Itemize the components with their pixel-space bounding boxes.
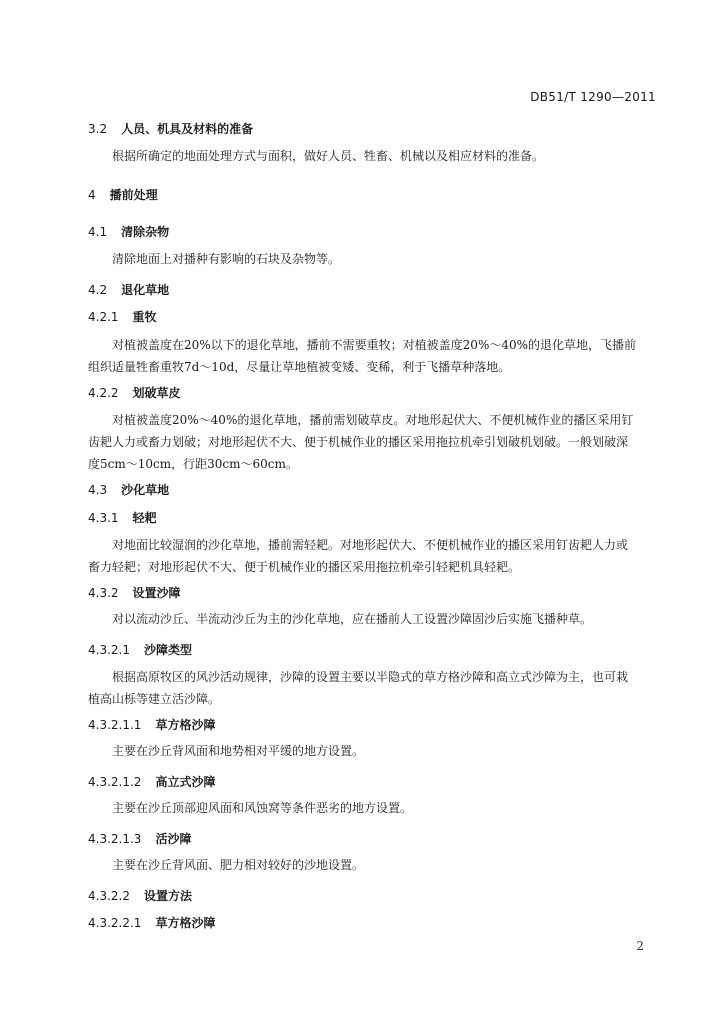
heading-title: 划破草皮 [132,386,181,400]
paragraph-4-3-2-1-3 [88,854,656,876]
heading-4-2-2 [88,384,181,401]
heading-title: 轻耙 [132,511,157,525]
paragraph-line: 根据所确定的地面处理方式与面积，做好人员、牲畜、机械以及相应材料的准备。 [112,149,545,163]
heading-number: 4.3.2.1.3 [88,832,142,846]
paragraph-line: 对以流动沙丘、半流动沙丘为主的沙化草地，应在播前人工设置沙障固沙后实施飞播种草。 [112,612,593,626]
heading-number: 4.3.2.1 [88,643,130,657]
paragraph-line: 齿耙人力或畜力划破；对地形起伏不大、便于机械作业的播区采用拖拉机牵引划破机划破。一般划破深 [88,435,629,449]
heading-4-2-1 [88,308,157,325]
heading-4-2 [88,281,169,298]
heading-number: 4 [88,188,96,202]
heading-number: 4.3.2.1.2 [88,775,142,789]
paragraph-4-1 [88,248,656,270]
paragraph-4-2-2 [88,409,656,475]
heading-title: 清除杂物 [121,225,170,239]
heading-4-1 [88,223,169,240]
paragraph-4-3-2 [88,608,656,630]
heading-title: 草方格沙障 [155,718,216,732]
heading-4-3-2-2 [88,887,192,904]
heading-title: 设置方法 [143,889,192,903]
heading-4-3-2-1 [88,641,192,658]
heading-number: 4.1 [88,225,108,239]
heading-3-2 [88,120,253,137]
heading-title: 人员、机具及材料的准备 [121,122,254,136]
heading-number: 4.3.2.2 [88,889,130,903]
paragraph-4-2-1 [88,334,656,378]
heading-title: 活沙障 [155,832,192,846]
document-code: DB51/T 1290—2011 [530,90,656,104]
heading-4-3-2-2-1 [88,914,215,931]
heading-number: 4.3 [88,483,108,497]
heading-number: 4.3.2.2.1 [88,916,142,930]
heading-number: 4.2.2 [88,386,119,400]
heading-number: 3.2 [88,122,108,136]
heading-title: 播前处理 [109,188,158,202]
heading-number: 4.3.1 [88,511,119,525]
heading-number: 4.3.2.1.1 [88,718,142,732]
heading-4-3-1 [88,509,157,526]
paragraph-4-3-2-1-2 [88,797,656,819]
paragraph-line: 度5cm～10cm，行距30cm～60cm。 [88,457,298,471]
page-number: 2 [636,939,644,953]
heading-4-3-2-1-2 [88,773,215,790]
paragraph-4-3-2-1 [88,666,656,710]
heading-title: 沙化草地 [121,483,170,497]
paragraph-line: 对植被盖度20%～40%的退化草地，播前需划破草皮。对地形起伏大、不便机械作业的播区采用钉 [112,413,634,427]
heading-number: 4.2 [88,283,108,297]
paragraph-line: 清除地面上对播种有影响的石块及杂物等。 [112,252,341,266]
heading-title: 退化草地 [121,283,170,297]
heading-4-3-2-1-3 [88,830,191,847]
heading-title: 高立式沙障 [155,775,216,789]
paragraph-line: 主要在沙丘顶部迎风面和风蚀窝等条件恶劣的地方设置。 [112,801,413,815]
heading-4-3-2-1-1 [88,716,215,733]
paragraph-line: 组织适量牲畜重牧7d～10d，尽量让草地植被变矮、变稀，利于飞播草种落地。 [88,360,511,374]
paragraph-line: 对植被盖度在20%以下的退化草地，播前不需要重牧；对植被盖度20%～40%的退化草地，飞播前 [112,338,637,352]
paragraph-line: 主要在沙丘背风面、肥力相对较好的沙地设置。 [112,858,365,872]
heading-title: 设置沙障 [132,586,181,600]
heading-title: 沙障类型 [143,643,192,657]
paragraph-line: 植高山栎等建立活沙障。 [88,692,221,706]
heading-number: 4.3.2 [88,586,119,600]
paragraph-line: 根据高原牧区的风沙活动规律，沙障的设置主要以半隐式的草方格沙障和高立式沙障为主，也可栽 [112,670,629,684]
paragraph-line: 畜力轻耙；对地形起伏不大、便于机械作业的播区采用拖拉机牵引轻耙机具轻耙。 [88,560,521,574]
heading-number: 4.2.1 [88,310,119,324]
paragraph-line: 对地面比较湿润的沙化草地，播前需轻耙。对地形起伏大、不便机械作业的播区采用钉齿耙人力或 [112,538,629,552]
heading-title: 重牧 [132,310,157,324]
heading-4-3 [88,481,169,498]
heading-title: 草方格沙障 [155,916,216,930]
heading-4 [88,186,158,203]
paragraph-4-3-2-1-1 [88,740,656,762]
heading-4-3-2 [88,584,181,601]
paragraph-3-2 [88,145,656,167]
paragraph-line: 主要在沙丘背风面和地势相对平缓的地方设置。 [112,744,365,758]
paragraph-4-3-1 [88,534,656,578]
